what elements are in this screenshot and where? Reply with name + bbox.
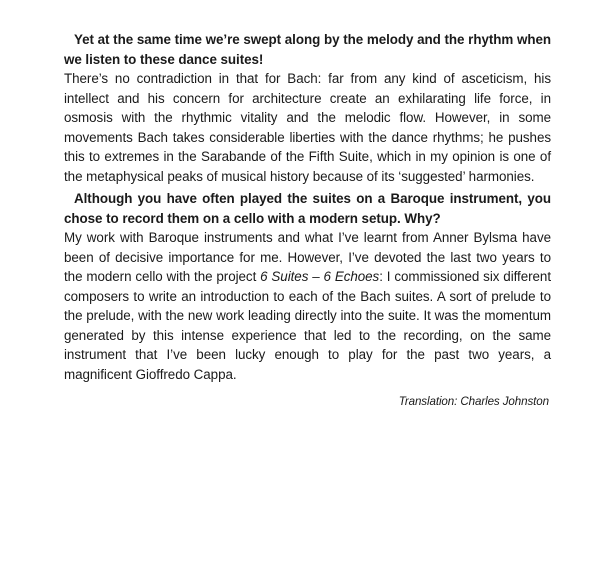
answer-text: My work with Baroque instruments and what I’ve learnt from Anner Bylsma have been of decisive importance for me. However, I’ve devoted the last two years to the modern cello with the project xyxy=(64,230,551,284)
answer-text: : I commissioned six different composers to write an introduction to each of the Bach suites. A sort of prelude to the prelude, with the new work leading directly into the suite. It was the momentum generated by this intense experience that led to the recording, on the same instrument that I’ve been lucky enough to play for the past two years, a magnificent Gioffredo Cappa. xyxy=(64,269,551,382)
project-title: 6 Suites – 6 Echoes xyxy=(260,269,380,284)
interview-answer: There’s no contradiction in that for Bach: far from any kind of asceticism, his intellect and his concern for architecture create an exhilarating life force, in osmosis with the rhythmic vitality and the melodic flow. However, in some movements Bach takes considerable liberties with the dance rhythms; he pushes this to extremes in the Sarabande of the Fifth Suite, which in my opinion is one of the metaphysical peaks of musical history because of its ‘suggested’ harmonies. xyxy=(64,71,551,184)
translation-credit: Translation: Charles Johnston xyxy=(398,395,549,408)
interview-exchange-1 xyxy=(64,30,551,186)
interview-exchange-2 xyxy=(64,189,551,384)
interview-question: Yet at the same time we’re swept along by the melody and the rhythm when we listen to these dance suites! xyxy=(64,32,551,67)
interview-question: Although you have often played the suites on a Baroque instrument, you chose to record them on a cello with a modern setup. Why? xyxy=(64,191,551,226)
interview-answer xyxy=(64,228,551,384)
